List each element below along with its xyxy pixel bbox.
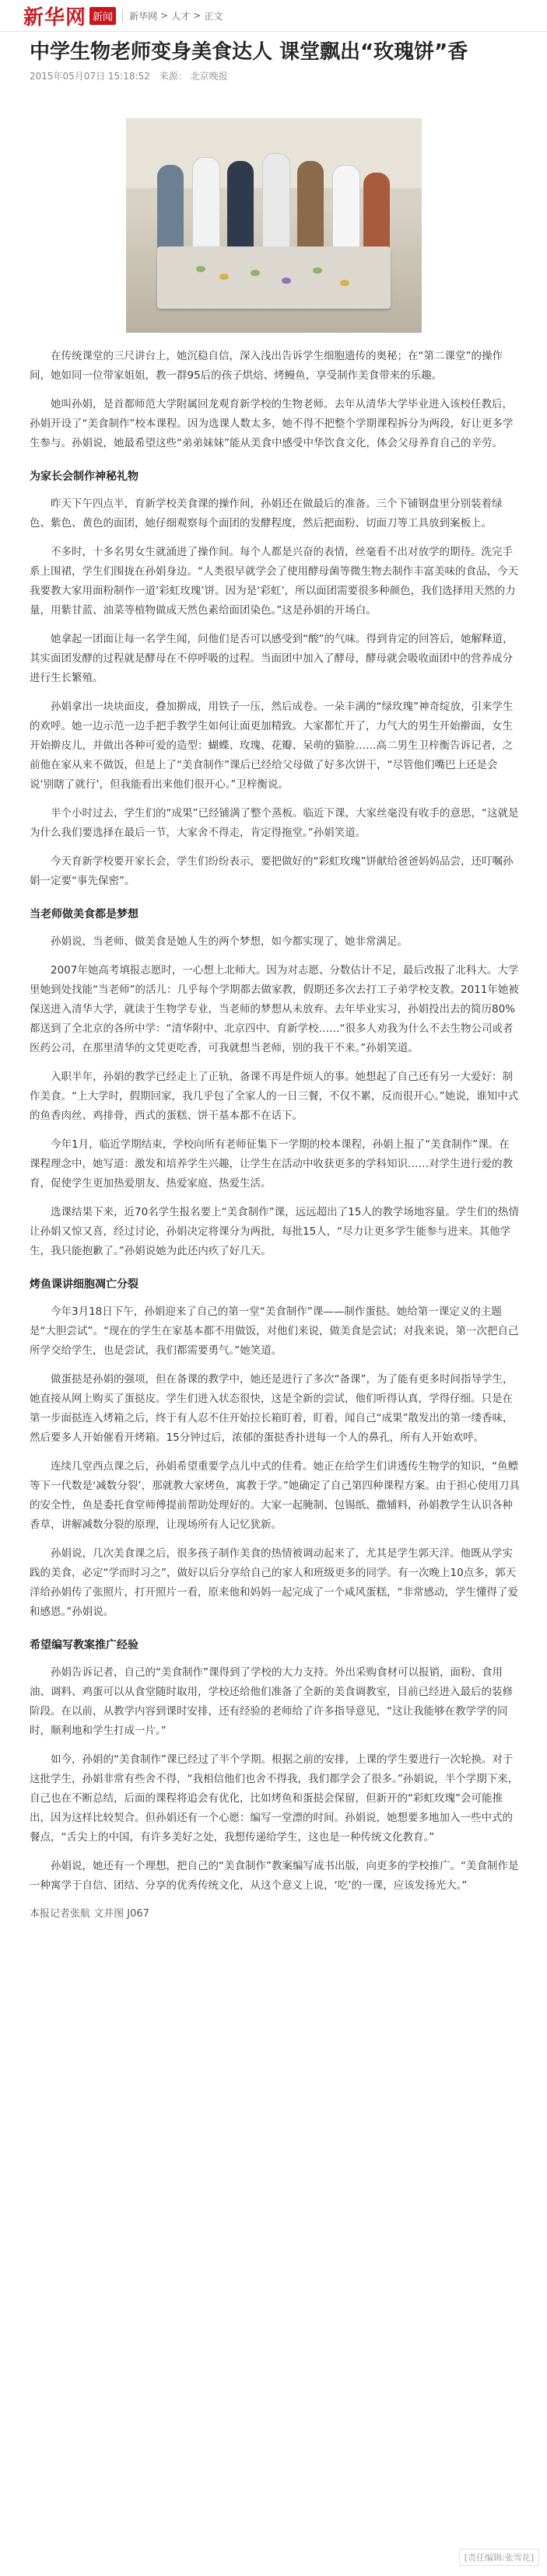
paragraph: 孙娟说，几次美食课之后，很多孩子制作美食的热情被调动起来了，尤其是学生郭天洋。他既从学实践的美食，必定“学而时习之”，做好以后分享给自己的家人和班级更多的同学。有一次晚上10点多，郭天洋给孙娟传了张照片，打开照片一看，原来他和妈妈一起完成了一个咸风蛋糕，“非常感动，学生懂得了爱和感恩。”孙娟说。 [30,1547,518,1618]
photo-container [0,118,547,333]
breadcrumb-talent-link[interactable]: 人才 [171,10,191,22]
breadcrumb-home-link[interactable]: 新华网 [129,10,158,22]
logo-text: 新华网 [23,5,87,30]
photo-person [363,173,390,250]
section-heading: 当老师做美食都是梦想 [30,908,139,921]
photo-person [192,157,220,252]
source-info [160,69,228,82]
section-heading: 希望编写教案推广经验 [30,1639,139,1652]
logo-subtag: 新闻 [89,7,116,25]
photo-cake [219,274,229,280]
breadcrumb-separator: > [193,10,202,21]
paragraph: 半个小时过去，学生们的“成果”已经铺满了整个蒸板。临近下课，大家丝毫没有收手的意思，“这就是为什么我们要选择在最后一节，大家舍不得走，肯定得拖堂。”孙娟笑道。 [30,807,519,839]
photo-cake [340,280,349,286]
site-logo[interactable] [23,2,116,30]
publish-date: 2015年05月07日 15:18:52 [30,71,150,82]
paragraph: 今天育新学校要开家长会，学生们纷纷表示，要把做好的“彩虹玫瑰”饼献给爸爸妈妈品尝，还叮嘱孙娟一定要“事先保密”。 [30,855,514,887]
article-body [30,347,520,1896]
paragraph: 在传统课堂的三尺讲台上，她沉稳自信，深入浅出告诉学生细胞遗传的奥秘；在“第二课堂”的操作间，她如同一位带家姐姐，教一群95后的孩子烘焙、烤鳗鱼，享受制作美食带来的乐趣。 [30,350,503,382]
section-heading: 为家长会制作神秘礼物 [30,470,139,483]
breadcrumb [129,9,223,23]
paragraph: 孙娟拿出一块块面皮，叠加擀成，用铁子一压，然后成卷。一朵丰满的“绿玫瑰”神奇绽放，引来学生的欢呼。她一边示范一边手把手教学生如何让面更加精致。大家都忙开了，力气大的男生开始擀面，女生开始擀皮儿，并做出各种可爱的造型：蝴蝶、玫瑰、花瓣、呆萌的猫脸……高二男生卫梓衡告诉记者，之前他在家从来不做饭，但是上了“美食制作”课后已经给父母做了好多次饼干，“尽管他们嘴巴上还是会说‘别瞎了就行’，但我能看出来他们很开心。”卫梓衡说。 [30,701,514,791]
paragraph: 如今，孙娟的“美食制作”课已经过了半个学期。根据之前的安排，上课的学生要进行一次轮换。对于这批学生，孙娟非常有些舍不得，“我相信他们也舍不得我，我们都学会了很多。”孙娟说，半个学期下来，自己也在不断总结，后面的课程将追会有优化，比如烤鱼和蛋挞会保留，但新开的“彩虹玫瑰”会可能推出，因为这样比较契合。但孙娟还有一个心愿：编写一堂漂的时间。孙娟说，她想要多地加入一些中式的餐点，“舌尖上的中国，有许多美好之处，我想传递给学生，这也是一种传统文化教育。” [30,1753,519,1844]
paragraph: 孙娟说，当老师、做美食是她人生的两个梦想，如今都实现了，她非常满足。 [51,935,408,948]
author-signature: 本报记者张航 文并图 J067 [30,1908,149,1920]
paragraph: 入职半年，孙娟的教学已经走上了正轨，备课不再是件烦人的事。她想起了自己还有另一大爱好：制作美食。“上大学时，假期回家，我几乎包了全家人的一日三餐，不仅不累，反而很开心。”她说，谁知中式的鱼香肉丝、鸡排骨，西式的蛋糕、饼干基本都不在话下。 [30,1071,519,1122]
paragraph: 她拿起一团面让每一名学生闻，问他们是否可以感受到“酸”的气味。得到肯定的回答后，她解释道，其实面团发酵的过程就是酵母在不停呼吸的过程。当面团中加入了酵母，酵母就会吸收面团中的营养成分进行生长繁殖。 [30,633,514,684]
paragraph: 连续几堂西点课之后，孙娟希望重要学点儿中式的佳肴。她正在给学生们讲透传生物学的知识，“鱼鳔等下一代数是‘减数分裂’，那就教大家烤鱼，寓教于学。”她确定了自己第四种课程方案。由于担心使用刀具的安全性，鱼是委托食堂师傅提前帮助处理好的。大家一起腌制、包锡纸、撒辅料，孙娟教学生认识各种香草，讲解减数分裂的原理，让现场所有人记忆犹新。 [30,1460,520,1531]
photo-person [157,165,184,250]
paragraph: 今年3月18日下午，孙娟迎来了自己的第一堂“美食制作”课——制作蛋挞。她给第一课定义的主题是“大胆尝试”。“现在的学生在家基本都不用做饭，对他们来说，做美食是尝试；对我来说，第一次把自己所学交给学生，也是尝试，我们都需要勇气。”她笑道。 [30,1305,519,1357]
breadcrumb-current: 正文 [204,10,223,22]
photo-person [262,153,290,252]
paragraph: 选课结果下来，近70名学生报名要上“美食制作”课，远远超出了15人的教学场地容量。学生们的热情让孙娟又惊又喜，经过讨论，孙娟决定将课分为两批，每批15人，“尽力让更多学生能参与进来。其他学生，我只能抱歉了。”孙娟说她为此还内疚了好几天。 [30,1206,519,1257]
paragraph: 孙娟告诉记者，自己的“美食制作”课得到了学校的大力支持。外出采购食材可以报销，面粉、食用油、调料、鸡蛋可以从食堂随时取用，学校还给他们准备了全新的美食调教室，目前已经进入最后的装修阶段。在以前，从教学内容到课时安排，还有经验的老师给了许多指导意见，“这让我能够在教学学的同时，顺利地和学生打成一片。” [30,1666,513,1737]
paragraph: 不多时，十多名男女生就涌进了操作间。每个人都是兴奋的表情，丝毫看不出对放学的期待。洗完手系上围裙，学生们围拢在孙娟身边。“人类很早就学会了使用酵母菌等微生物去制作丰富美味的食品，今天我要教大家用面粉制作一道‘彩虹玫瑰’饼。因为是‘彩虹’，所以面团需要很多种颜色，我们选择用天然的力量，用紫甘蓝、油菜等植物做成天然色素给面团染色。”这是孙娟的开场白。 [30,546,518,617]
source-name: 北京晚报 [190,71,228,82]
photo-cake [282,278,291,284]
photo-cake [251,270,260,276]
article-title: 中学生物老师变身美食达人 课堂飘出“玫瑰饼”香 [30,40,468,64]
paragraph: 昨天下午四点半，育新学校美食课的操作间，孙娟还在做最后的准备。三个下铺钢盘里分别装着绿色、紫色、黄色的面团，她仔细观察每个面团的发酵程度，然后把面粉、切面刀等工具放到案板上。 [30,498,503,530]
paragraph: 2007年她高考填报志愿时，一心想上北师大。因为对志愿、分数估计不足，最后改报了北科大。大学里她到处找能“当老师”的活儿：几乎每个学期都去做家教，假期还多次去打工子弟学校支教。2011年她被保送进入清华大学，就读于生物学专业，当老师的梦想从未放弃。去年毕业实习，孙娟投出去的简历80%都送到了全北京的各所中学：“清华附中、北京四中、育新学校……“很多人劝我为什么不去生物公司或者医药公司，在那里清华的文凭更吃香，可我就想当老师，别的我干不来。”孙娟笑道。 [30,964,519,1054]
editor-credit: [责任编辑:张雪花] [459,2549,539,2566]
article-meta [30,69,547,82]
photo-cake [196,266,205,272]
photo-cake [313,267,322,274]
paragraph: 她叫孙娟，是首都师范大学附属回龙观育新学校的生物老师。去年从清华大学毕业进入该校任教后，孙娟开设了“美食制作”校本课程。因为选课人数太多，她不得不把整个学期课程拆分为两段，好让更多学生参与。孙娟说，她最希望这些“弟弟妹妹”能从美食中感受中华饮食文化，体会父母养育自己的辛劳。 [30,398,514,449]
photo-person [227,161,254,250]
breadcrumb-separator: > [160,10,169,21]
source-label: 来源： [159,71,188,82]
paragraph: 今年1月，临近学期结束，学校向所有老师征集下一学期的校本课程，孙娟上报了“美食制作”课。在课程理念中，她写道：激发和培养学生兴趣，让学生在活动中收获更多的学科知识……对学生进行爱的教育，促使学生更加热爱朋友、热爱家庭、热爱生活。 [30,1138,513,1190]
photo-table [157,246,391,309]
site-header [0,0,547,32]
paragraph: 孙娟说，她还有一个理想，把自己的“美食制作”教案编写成书出版，向更多的学校推广。“美食制作是一种寓学于自信、团结、分享的优秀传统文化，从这个意义上说，‘吃’的一课，应该发扬光大。” [30,1860,519,1892]
section-heading: 烤鱼课讲细胞凋亡分裂 [30,1278,139,1291]
divider [122,9,123,23]
paragraph: 做蛋挞是孙娟的强项，但在备课的教学中，她还是进行了多次“备课”，为了能有更多时间指导学生，她直接从网上购买了蛋挞皮。学生们进入状态很快，这是全新的尝试，他们听得认真，学得仔细。只是在第一步面挞连入烤箱之后，终于有人忍不住开始拉长箱盯着，盯着，闻自己“成果”散发出的第一缕香味，然后要多人开始催看开烤箱。15分钟过后，浓郁的蛋挞香扑进每一个人的鼻孔，所有人开始欢呼。 [30,1373,514,1444]
photo-person [332,165,360,252]
photo-person [297,161,324,250]
article-photo [126,118,422,333]
